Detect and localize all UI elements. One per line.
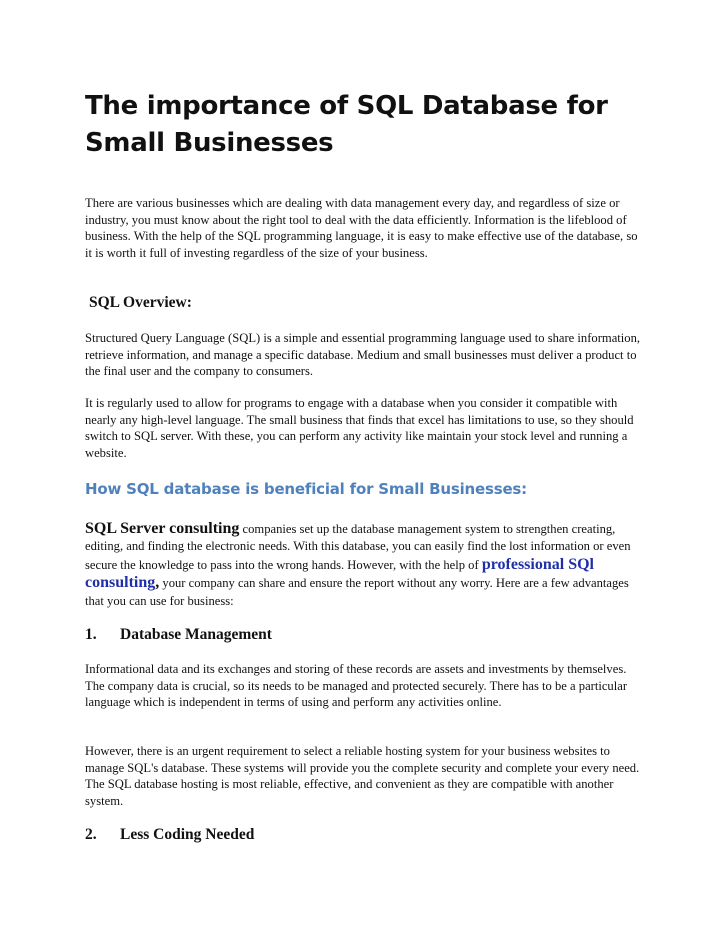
intro-paragraph: There are various businesses which are dealing with data management every day, and regardless of size or industry, you must know about the right tool to deal with the data efficiently. Information is the lifeblood of business. With the help of the SQL programming language, it is easy to make effective use of the database, so it is worth it full of investing regardless of the size of your business. (85, 196, 638, 260)
section-2-heading (85, 826, 254, 844)
consulting-comma: , (155, 574, 160, 592)
section-1-heading (85, 626, 272, 644)
section-1-paragraph-1: Informational data and its exchanges and storing of these records are assets and investments by themselves. The company data is crucial, so its needs to be managed and protected securely. There has to be a particular language which is independent in terms of using and perform any activities online. (85, 662, 628, 709)
section-2-number: 2. (85, 826, 97, 843)
benefit-heading: How SQL database is beneficial for Small Businesses: (85, 480, 527, 498)
professional-sql-consulting-link[interactable]: professional SQl consulting (85, 555, 594, 592)
title-line-2: Small Businesses (85, 128, 334, 158)
overview-paragraph-1: Structured Query Language (SQL) is a simple and essential programming language used to share information, retrieve information, and manage a specific database. Medium and small businesses must deliver a product to the final user and the company to consumers. (85, 331, 641, 378)
section-1-title: Database Management (120, 626, 272, 643)
section-2-title: Less Coding Needed (120, 826, 255, 843)
section-1-paragraph-2: However, there is an urgent requirement to select a reliable hosting system for your business websites to manage SQL's database. These systems will provide you the complete security and complete your every need. The SQL database hosting is most reliable, effective, and convenient as they are compatible with another system. (85, 744, 640, 808)
title-line-1: The importance of SQL Database for (85, 91, 608, 121)
consulting-paragraph (85, 520, 645, 610)
consulting-text-1: companies set up the database management system to strengthen creating, editing, and finding the electronic needs. With this database, you can easily find the lost information or even secure the knowledge to pass into the wrong hands. However, with the help of (85, 522, 631, 572)
consulting-lead: SQL Server consulting (85, 520, 240, 537)
consulting-text-2: your company can share and ensure the report without any worry. Here are a few advantages that you can use for business: (85, 576, 629, 608)
section-1-number: 1. (85, 626, 97, 643)
overview-paragraph-2: It is regularly used to allow for programs to engage with a database when you consider it compatible with nearly any high-level language. The small business that finds that excel has limitations to use, so they should switch to SQL server. With these, you can perform any activity like maintain your stock level and running a website. (85, 396, 634, 460)
overview-heading: SQL Overview: (89, 294, 192, 311)
document-title (85, 88, 645, 162)
